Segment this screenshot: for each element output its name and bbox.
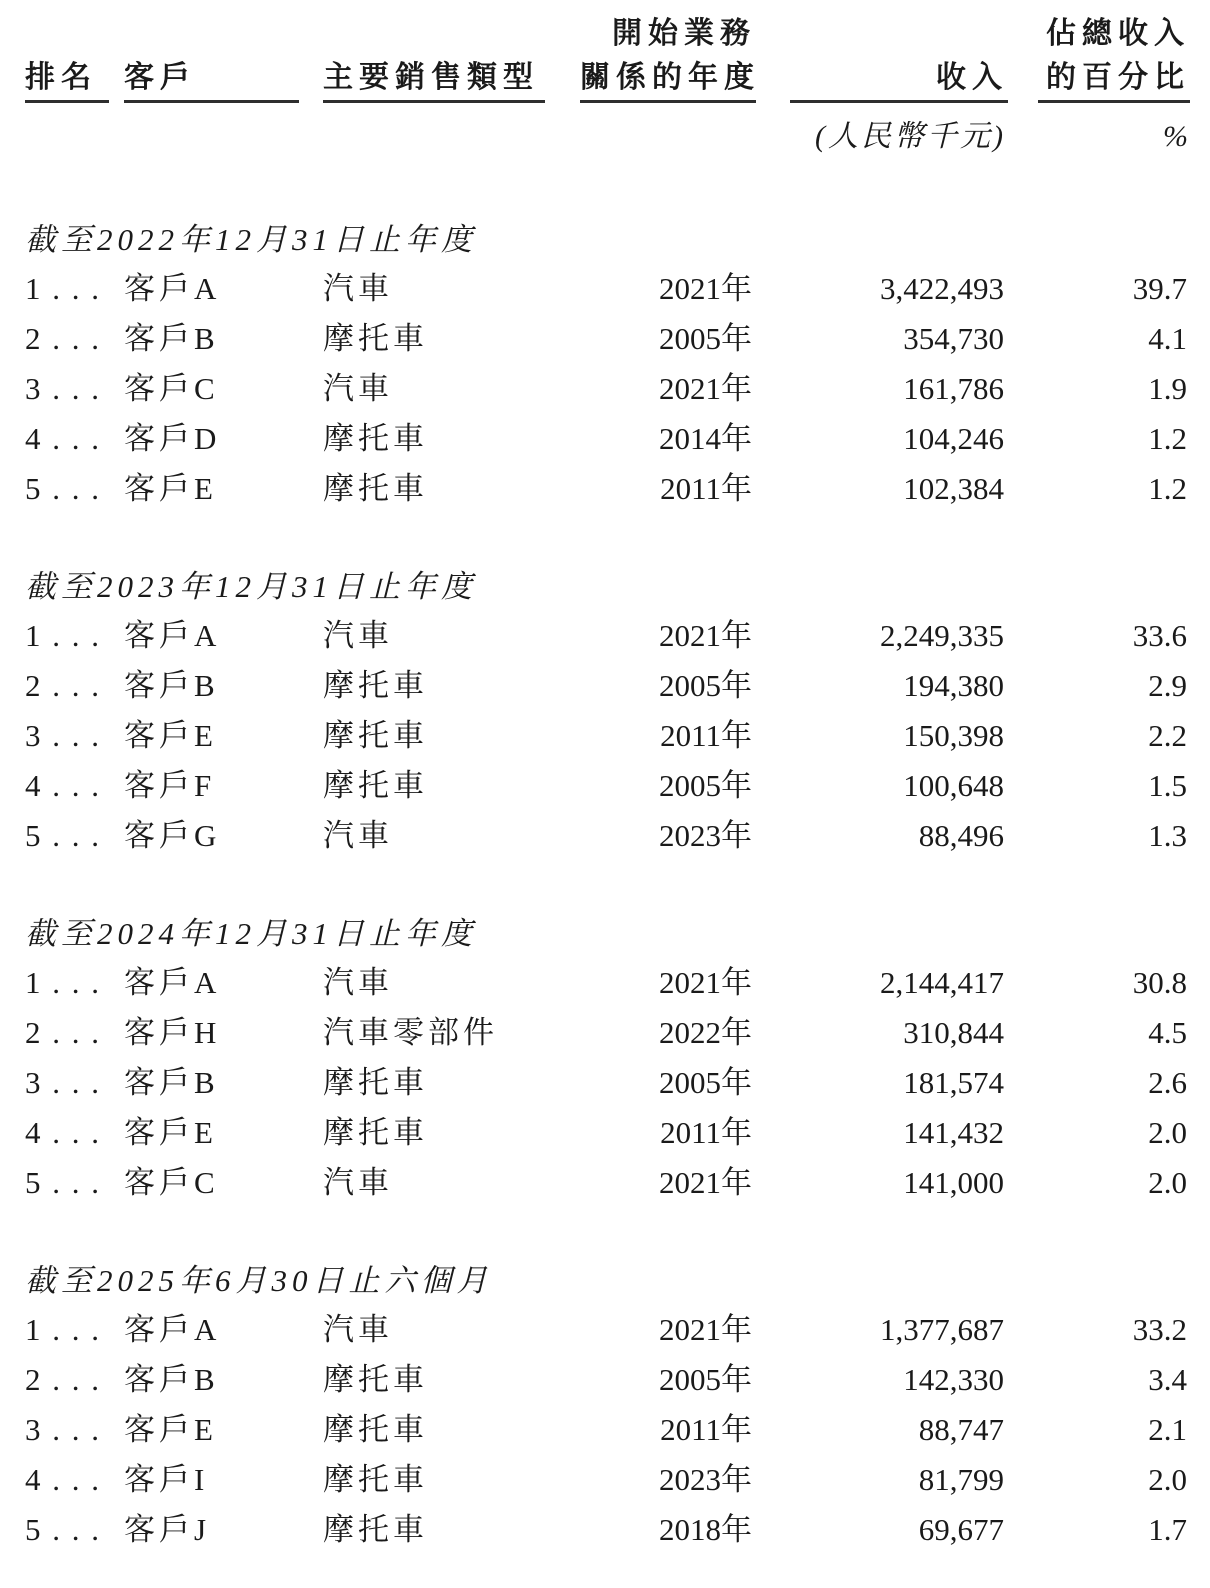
cell-rank: 5 . . . bbox=[25, 818, 101, 853]
cell-customer: 客戶E bbox=[124, 1412, 217, 1447]
cell-pct: 1.5 bbox=[1148, 768, 1187, 803]
table-row bbox=[25, 414, 1190, 464]
column-header-sales-type bbox=[323, 12, 545, 103]
cell-pct: 39.7 bbox=[1132, 271, 1187, 306]
cell-type: 摩托車 bbox=[323, 1362, 428, 1397]
cell-rank: 5 . . . bbox=[25, 1512, 101, 1547]
table-row bbox=[25, 1355, 1190, 1405]
column-header-revenue-label: 收入 bbox=[936, 61, 1008, 94]
units-row bbox=[25, 114, 1190, 160]
table-row bbox=[25, 1405, 1190, 1455]
table-body bbox=[25, 216, 1190, 1555]
column-header-revenue bbox=[790, 12, 1008, 103]
cell-rank: 3 . . . bbox=[25, 718, 101, 753]
cell-type: 摩托車 bbox=[323, 1115, 428, 1150]
table-row bbox=[25, 1505, 1190, 1555]
cell-rank: 5 . . . bbox=[25, 1165, 101, 1200]
cell-rank: 1 . . . bbox=[25, 618, 101, 653]
cell-revenue: 354,730 bbox=[903, 321, 1004, 356]
table-row bbox=[25, 364, 1190, 414]
cell-year: 2011年 bbox=[660, 471, 752, 506]
cell-year: 2005年 bbox=[659, 1362, 752, 1397]
cell-pct: 2.1 bbox=[1148, 1412, 1187, 1447]
cell-rank: 1 . . . bbox=[25, 1312, 101, 1347]
cell-year: 2011年 bbox=[660, 1115, 752, 1150]
cell-rank: 1 . . . bbox=[25, 271, 101, 306]
cell-customer: 客戶E bbox=[124, 1115, 217, 1150]
cell-revenue: 2,249,335 bbox=[880, 618, 1004, 653]
cell-rank: 2 . . . bbox=[25, 1015, 101, 1050]
cell-type: 摩托車 bbox=[323, 1065, 428, 1100]
cell-customer: 客戶A bbox=[124, 965, 221, 1000]
section-heading: 截至2025年6月30日止六個月 bbox=[25, 1263, 493, 1298]
cell-customer: 客戶A bbox=[124, 271, 221, 306]
cell-type: 摩托車 bbox=[323, 768, 428, 803]
cell-year: 2005年 bbox=[659, 768, 752, 803]
cell-customer: 客戶G bbox=[124, 818, 221, 853]
table-header-row bbox=[25, 12, 1190, 103]
cell-customer: 客戶B bbox=[124, 321, 219, 356]
cell-year: 2021年 bbox=[659, 371, 752, 406]
cell-customer: 客戶I bbox=[124, 1462, 209, 1497]
cell-type: 汽車 bbox=[323, 1165, 393, 1200]
cell-year: 2005年 bbox=[659, 321, 752, 356]
cell-pct: 2.0 bbox=[1148, 1165, 1187, 1200]
cell-pct: 4.5 bbox=[1148, 1015, 1187, 1050]
cell-rank: 5 . . . bbox=[25, 471, 101, 506]
table-row bbox=[25, 611, 1190, 661]
cell-type: 摩托車 bbox=[323, 1512, 428, 1547]
column-header-relationship-year-line2: 關係的年度 bbox=[580, 61, 760, 94]
column-header-rank bbox=[25, 12, 109, 103]
cell-revenue: 88,496 bbox=[918, 818, 1004, 853]
cell-revenue: 69,677 bbox=[918, 1512, 1004, 1547]
column-header-pct-line1: 佔總收入 bbox=[1046, 17, 1190, 50]
cell-pct: 1.2 bbox=[1148, 421, 1187, 456]
table-row bbox=[25, 1158, 1190, 1208]
table-row bbox=[25, 761, 1190, 811]
cell-pct: 3.4 bbox=[1148, 1362, 1187, 1397]
spacer-cell bbox=[25, 114, 109, 160]
cell-revenue: 100,648 bbox=[903, 768, 1004, 803]
column-header-pct-line2: 的百分比 bbox=[1046, 61, 1190, 94]
cell-revenue: 142,330 bbox=[903, 1362, 1004, 1397]
cell-type: 摩托車 bbox=[323, 1462, 428, 1497]
cell-revenue: 81,799 bbox=[918, 1462, 1004, 1497]
cell-customer: 客戶A bbox=[124, 618, 221, 653]
cell-pct: 33.6 bbox=[1132, 618, 1187, 653]
period-section bbox=[25, 216, 1190, 514]
table-row bbox=[25, 1008, 1190, 1058]
table-row bbox=[25, 711, 1190, 761]
cell-type: 摩托車 bbox=[323, 471, 428, 506]
revenue-units-label: (人民幣千元) bbox=[815, 120, 1006, 153]
cell-customer: 客戶E bbox=[124, 471, 217, 506]
cell-customer: 客戶E bbox=[124, 718, 217, 753]
cell-customer: 客戶A bbox=[124, 1312, 221, 1347]
cell-rank: 2 . . . bbox=[25, 321, 101, 356]
table-row bbox=[25, 264, 1190, 314]
table-row bbox=[25, 661, 1190, 711]
cell-year: 2021年 bbox=[659, 965, 752, 1000]
cell-revenue: 1,377,687 bbox=[880, 1312, 1004, 1347]
cell-type: 摩托車 bbox=[323, 1412, 428, 1447]
cell-pct: 2.9 bbox=[1148, 668, 1187, 703]
cell-rank: 1 . . . bbox=[25, 965, 101, 1000]
cell-year: 2021年 bbox=[659, 1312, 752, 1347]
spacer-cell bbox=[580, 114, 756, 160]
cell-pct: 1.9 bbox=[1148, 371, 1187, 406]
table-row bbox=[25, 811, 1190, 861]
cell-revenue: 88,747 bbox=[918, 1412, 1004, 1447]
cell-year: 2011年 bbox=[660, 1412, 752, 1447]
cell-year: 2023年 bbox=[659, 818, 752, 853]
cell-rank: 3 . . . bbox=[25, 1412, 101, 1447]
pct-units-label: % bbox=[1163, 120, 1188, 153]
cell-pct: 1.3 bbox=[1148, 818, 1187, 853]
cell-revenue: 104,246 bbox=[903, 421, 1004, 456]
cell-type: 汽車 bbox=[323, 371, 393, 406]
cell-year: 2005年 bbox=[659, 1065, 752, 1100]
cell-customer: 客戶D bbox=[124, 421, 221, 456]
cell-revenue: 310,844 bbox=[903, 1015, 1004, 1050]
column-header-customer-label: 客戶 bbox=[124, 61, 196, 94]
period-section bbox=[25, 563, 1190, 861]
cell-customer: 客戶F bbox=[124, 768, 216, 803]
cell-type: 汽車零部件 bbox=[323, 1015, 498, 1050]
cell-pct: 2.0 bbox=[1148, 1462, 1187, 1497]
cell-type: 汽車 bbox=[323, 618, 393, 653]
cell-type: 摩托車 bbox=[323, 321, 428, 356]
cell-rank: 4 . . . bbox=[25, 421, 101, 456]
cell-revenue: 141,432 bbox=[903, 1115, 1004, 1150]
cell-customer: 客戶C bbox=[124, 371, 219, 406]
cell-customer: 客戶H bbox=[124, 1015, 221, 1050]
cell-pct: 1.2 bbox=[1148, 471, 1187, 506]
cell-revenue: 141,000 bbox=[903, 1165, 1004, 1200]
table-row bbox=[25, 1305, 1190, 1355]
cell-pct: 2.2 bbox=[1148, 718, 1187, 753]
cell-year: 2011年 bbox=[660, 718, 752, 753]
column-header-pct bbox=[1038, 12, 1190, 103]
cell-type: 汽車 bbox=[323, 1312, 393, 1347]
table-row bbox=[25, 314, 1190, 364]
cell-pct: 2.6 bbox=[1148, 1065, 1187, 1100]
cell-rank: 3 . . . bbox=[25, 1065, 101, 1100]
table-row bbox=[25, 958, 1190, 1008]
cell-revenue: 3,422,493 bbox=[880, 271, 1004, 306]
cell-revenue: 181,574 bbox=[903, 1065, 1004, 1100]
cell-revenue: 194,380 bbox=[903, 668, 1004, 703]
cell-rank: 2 . . . bbox=[25, 1362, 101, 1397]
cell-customer: 客戶J bbox=[124, 1512, 211, 1547]
cell-pct: 33.2 bbox=[1132, 1312, 1187, 1347]
cell-year: 2014年 bbox=[659, 421, 752, 456]
table-row bbox=[25, 1108, 1190, 1158]
table-row bbox=[25, 1058, 1190, 1108]
cell-year: 2022年 bbox=[659, 1015, 752, 1050]
cell-customer: 客戶B bbox=[124, 1362, 219, 1397]
cell-year: 2005年 bbox=[659, 668, 752, 703]
cell-customer: 客戶C bbox=[124, 1165, 219, 1200]
column-header-relationship-year bbox=[580, 12, 760, 103]
cell-pct: 4.1 bbox=[1148, 321, 1187, 356]
column-header-customer bbox=[124, 12, 299, 103]
cell-rank: 4 . . . bbox=[25, 1462, 101, 1497]
section-heading: 截至2023年12月31日止年度 bbox=[25, 569, 477, 604]
cell-type: 摩托車 bbox=[323, 668, 428, 703]
table-row bbox=[25, 1455, 1190, 1505]
cell-pct: 1.7 bbox=[1148, 1512, 1187, 1547]
cell-type: 汽車 bbox=[323, 965, 393, 1000]
period-section bbox=[25, 910, 1190, 1208]
section-heading: 截至2022年12月31日止年度 bbox=[25, 222, 477, 257]
cell-type: 汽車 bbox=[323, 271, 393, 306]
cell-customer: 客戶B bbox=[124, 668, 219, 703]
cell-customer: 客戶B bbox=[124, 1065, 219, 1100]
cell-revenue: 161,786 bbox=[903, 371, 1004, 406]
cell-pct: 2.0 bbox=[1148, 1115, 1187, 1150]
cell-type: 摩托車 bbox=[323, 421, 428, 456]
cell-year: 2021年 bbox=[659, 618, 752, 653]
cell-rank: 4 . . . bbox=[25, 768, 101, 803]
column-header-rank-label: 排名 bbox=[25, 61, 97, 94]
spacer-cell bbox=[124, 114, 299, 160]
cell-revenue: 2,144,417 bbox=[880, 965, 1004, 1000]
cell-type: 汽車 bbox=[323, 818, 393, 853]
column-header-relationship-year-line1: 開始業務 bbox=[612, 17, 756, 50]
cell-revenue: 150,398 bbox=[903, 718, 1004, 753]
cell-pct: 30.8 bbox=[1132, 965, 1187, 1000]
cell-year: 2021年 bbox=[659, 1165, 752, 1200]
column-header-sales-type-label: 主要銷售類型 bbox=[323, 61, 539, 94]
cell-rank: 4 . . . bbox=[25, 1115, 101, 1150]
period-section bbox=[25, 1257, 1190, 1555]
cell-year: 2023年 bbox=[659, 1462, 752, 1497]
cell-revenue: 102,384 bbox=[903, 471, 1004, 506]
cell-rank: 2 . . . bbox=[25, 668, 101, 703]
table-row bbox=[25, 464, 1190, 514]
cell-type: 摩托車 bbox=[323, 718, 428, 753]
section-heading: 截至2024年12月31日止年度 bbox=[25, 916, 477, 951]
cell-year: 2018年 bbox=[659, 1512, 752, 1547]
cell-year: 2021年 bbox=[659, 271, 752, 306]
cell-rank: 3 . . . bbox=[25, 371, 101, 406]
spacer-cell bbox=[323, 114, 545, 160]
